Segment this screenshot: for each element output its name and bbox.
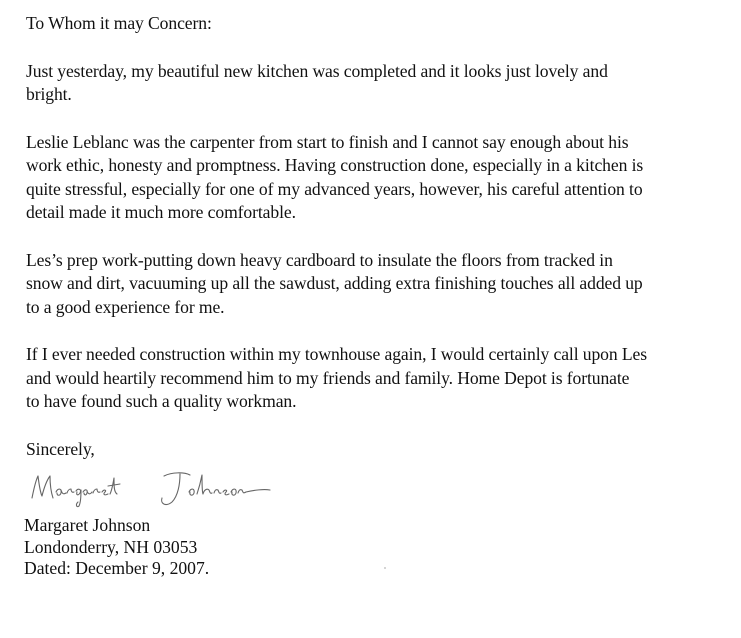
paragraph-line: detail made it much more comfortable. <box>26 202 296 222</box>
paragraph-line: and would heartily recommend him to my friends and family. Home Depot is fortunate <box>26 367 630 388</box>
paragraph-line: to have found such a quality workman. <box>26 391 297 411</box>
paragraph-line: quite stressful, especially for one of my advanced years, however, his careful attention to <box>26 178 643 199</box>
paragraph-line: Just yesterday, my beautiful new kitchen was completed and it looks just lovely and <box>26 60 608 81</box>
paragraph-line: Les’s prep work-putting down heavy cardboard to insulate the floors from tracked in <box>26 249 613 270</box>
signer-block <box>24 515 209 580</box>
paragraph-2 <box>26 131 738 225</box>
signer-date: Dated: December 9, 2007. <box>24 558 210 578</box>
paragraph-line: work ethic, honesty and promptness. Having construction done, especially in a kitchen is <box>26 155 644 175</box>
greeting: To Whom it may Concern: <box>26 13 212 33</box>
paragraph-1 <box>26 60 738 107</box>
signer-name: Margaret Johnson <box>24 515 151 535</box>
paragraph-line: If I ever needed construction within my townhouse again, I would certainly call upon Les <box>26 344 647 364</box>
letter-body <box>26 12 738 461</box>
signer-location: Londonderry, NH 03053 <box>24 536 198 557</box>
scan-speck <box>384 567 386 569</box>
paragraph-3 <box>26 249 738 320</box>
paragraph-4 <box>26 343 738 414</box>
paragraph-line: Leslie Leblanc was the carpenter from start to finish and I cannot say enough about his <box>26 131 629 152</box>
paragraph-line: bright. <box>26 84 72 104</box>
closing: Sincerely, <box>26 438 95 459</box>
paragraph-line: snow and dirt, vacuuming up all the sawdust, adding extra finishing touches all added up <box>26 273 643 293</box>
handwritten-signature-icon <box>24 462 274 512</box>
paragraph-line: to a good experience for me. <box>26 296 225 317</box>
